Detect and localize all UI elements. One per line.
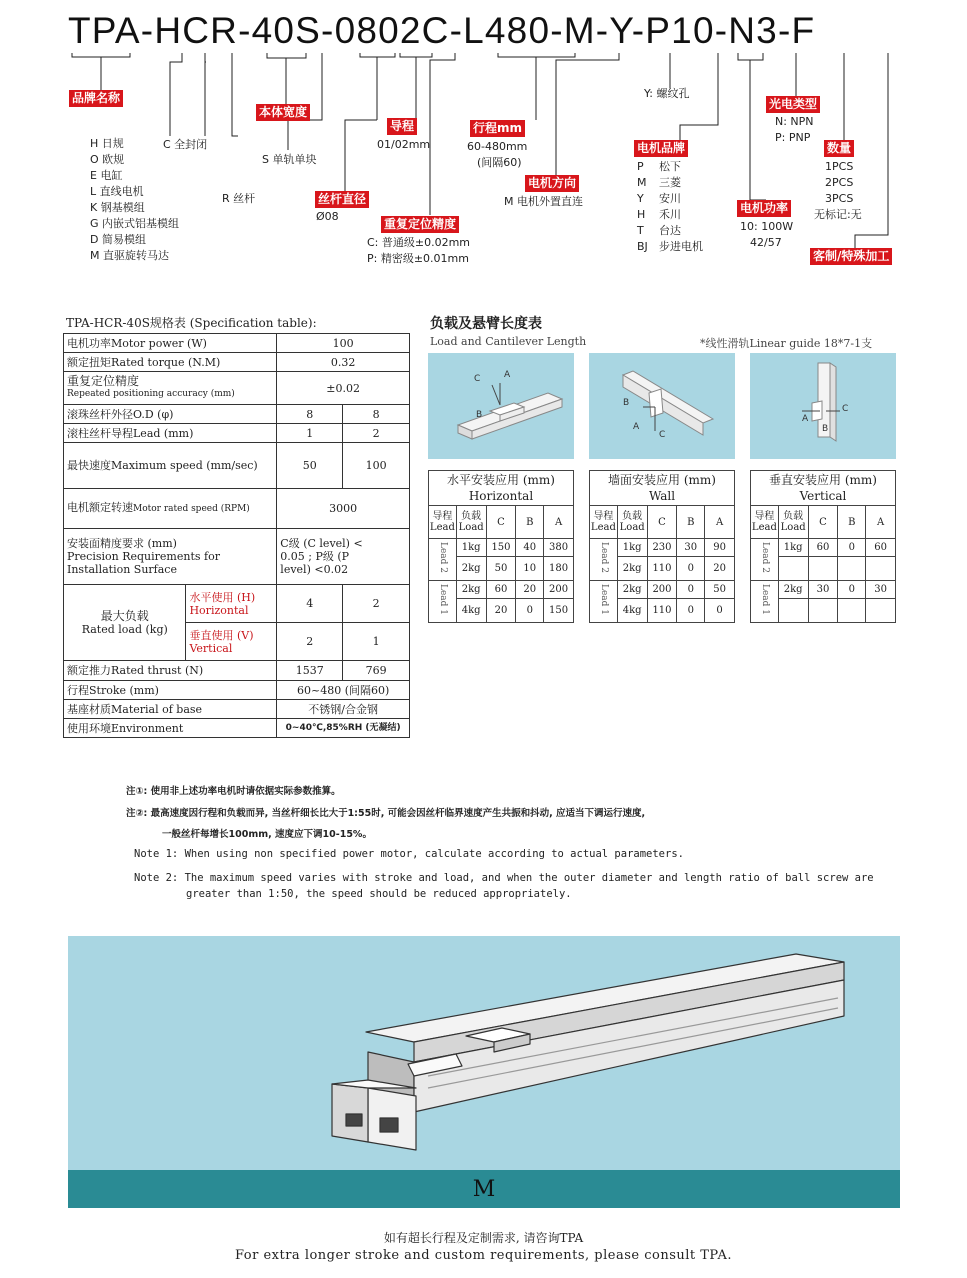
- note-2-en-cont: greater than 1:50, the speed should be reduced appropriately.: [186, 888, 572, 900]
- table-row: [590, 581, 735, 599]
- table-cell: 2kg: [617, 557, 647, 581]
- svg-text:B: B: [476, 410, 483, 420]
- motor-power-item: 42/57: [750, 236, 782, 249]
- column-header: C: [486, 506, 516, 539]
- table-cell: 1kg: [617, 539, 647, 557]
- table-cell: 20: [705, 557, 735, 581]
- column-header: 导程 Lead: [590, 506, 618, 539]
- table-cell: 200: [647, 581, 677, 599]
- repeatability-item: P: 精密级±0.01mm: [367, 252, 469, 265]
- table-row: 重复定位精度 Repeated positioning accuracy (mm) ±0.02: [64, 372, 410, 405]
- table-cell: 0: [677, 557, 705, 581]
- table-cell: 0: [677, 581, 705, 599]
- column-header: B: [838, 506, 866, 539]
- table-cell: [778, 557, 808, 581]
- tag-quantity: 数量: [824, 140, 854, 157]
- tag-custom: 客制/特殊加工: [810, 248, 892, 265]
- motor-brand-item: M 三菱: [637, 176, 681, 189]
- table-cell: [808, 557, 838, 581]
- table-cell: 2kg: [456, 557, 486, 581]
- load-table-title: 水平安装应用 (mm): [447, 473, 555, 487]
- lead-group-label: Lead 2: [598, 542, 609, 574]
- table-row: 额定扭矩Rated torque (N.M) 0.32: [64, 353, 410, 372]
- svg-text:A: A: [504, 370, 511, 380]
- table-row: 额定推力Rated thrust (N) 1537 769: [64, 661, 410, 681]
- table-row: [429, 539, 574, 557]
- table-cell: 1kg: [778, 539, 808, 557]
- table-cell: 2kg: [617, 581, 647, 599]
- footer-cn: 如有超长行程及定制需求, 请咨询TPA: [383, 1231, 584, 1245]
- stroke-list: [467, 139, 527, 171]
- table-row: 使用环境Environment 0~40℃,85%RH (无凝结): [64, 719, 410, 738]
- lead-group-label: Lead 1: [437, 584, 448, 616]
- lead-group-label: Lead 2: [437, 542, 448, 574]
- spec-table: [63, 333, 410, 738]
- table-cell: 60: [486, 581, 516, 599]
- lead-item: 01/02mm: [377, 138, 431, 151]
- load-table-title: 墙面安装应用 (mm): [608, 473, 716, 487]
- brand-item: H 日规: [90, 137, 124, 150]
- note-2-cn: 注②: 最高速度因行程和负载而异, 当丝杆细长比大于1:55时, 可能会因丝杆临界速度产生共振和抖动, 应适当下调运行速度,: [126, 808, 646, 819]
- svg-text:C: C: [842, 404, 849, 414]
- table-cell: 0: [516, 599, 544, 623]
- tag-stroke: 行程mm: [470, 120, 525, 137]
- svg-text:B: B: [623, 398, 630, 408]
- motor-power-item: 10: 100W: [740, 220, 794, 233]
- quantity-list: [814, 159, 862, 223]
- column-header: 负载 Load: [456, 506, 486, 539]
- table-cell: 4kg: [456, 599, 486, 623]
- table-cell: [838, 599, 866, 623]
- svg-text:A: A: [802, 414, 809, 424]
- motor-brand-item: P 松下: [637, 160, 681, 173]
- tag-motor-direction: 电机方向: [525, 175, 579, 192]
- table-row: [751, 581, 896, 599]
- wall-mount-diagram: [589, 353, 735, 459]
- brand-item: M 直驱旋转马达: [90, 249, 169, 262]
- tag-body-width: 本体宽度: [256, 104, 310, 121]
- column-header: 导程 Lead: [429, 506, 457, 539]
- product-module-illustration: [68, 936, 900, 1170]
- repeatability-list: [367, 235, 470, 267]
- screw-hole-item: Y: 螺纹孔: [644, 87, 690, 100]
- table-cell: [808, 599, 838, 623]
- brand-item: K 钢基模组: [90, 201, 145, 214]
- quantity-item: 2PCS: [825, 176, 854, 189]
- spec-table-title: TPA-HCR-40S规格表 (Specification table):: [66, 316, 317, 330]
- column-header: 导程 Lead: [751, 506, 779, 539]
- svg-text:A: A: [633, 422, 640, 432]
- note-1-cn: 注①: 使用非上述功率电机时请依据实际参数推算。: [126, 786, 341, 797]
- table-cell: 200: [544, 581, 574, 599]
- tag-repeatability: 重复定位精度: [381, 216, 459, 233]
- horizontal-mount-diagram: [428, 353, 574, 459]
- column-header: A: [544, 506, 574, 539]
- table-cell: 60: [866, 539, 896, 557]
- motor-brand-list: [637, 159, 703, 255]
- table-cell: 40: [516, 539, 544, 557]
- motor-power-list: [740, 219, 793, 251]
- screw-diameter-item: Ø08: [316, 210, 339, 223]
- brand-item: D 简易模组: [90, 233, 146, 246]
- footer-en: For extra longer stroke and custom requirements, please consult TPA.: [234, 1248, 733, 1263]
- column-header: 负载 Load: [778, 506, 808, 539]
- note-1-en: Note 1: When using non specified power motor, calculate according to actual parameters.: [134, 848, 684, 860]
- column-header: C: [647, 506, 677, 539]
- table-row: 安装面精度要求 (mm) Precision Requirements for Installation Surface C级 (C level) < 0.05 ; P级 (P level) <0.02: [64, 529, 410, 585]
- product-image-panel: [68, 936, 900, 1208]
- table-cell: [866, 557, 896, 581]
- tag-motor-power: 电机功率: [737, 200, 791, 217]
- table-cell: 50: [705, 581, 735, 599]
- table-cell: 50: [486, 557, 516, 581]
- lead-group-label: Lead 1: [598, 584, 609, 616]
- table-cell: 150: [544, 599, 574, 623]
- note-2-en: Note 2: The maximum speed varies with stroke and load, and when the outer diameter and length ratio of ball screw are: [134, 872, 874, 884]
- sealing-item: C 全封闭: [163, 138, 208, 151]
- column-header: A: [705, 506, 735, 539]
- table-cell: [778, 599, 808, 623]
- table-cell: [838, 557, 866, 581]
- stroke-item: 60-480mm: [467, 140, 528, 153]
- table-cell: 1kg: [456, 539, 486, 557]
- lead-group-label: Lead 1: [759, 584, 770, 616]
- motor-brand-item: BJ 步进电机: [637, 240, 703, 253]
- load-table-title: 垂直安装应用 (mm): [769, 473, 877, 487]
- quantity-item: 3PCS: [825, 192, 854, 205]
- column-header: A: [866, 506, 896, 539]
- table-cell: 180: [544, 557, 574, 581]
- table-row: 垂直使用 (V) Vertical 2 1: [64, 623, 410, 661]
- tag-screw-diameter: 丝杆直径: [315, 191, 369, 208]
- column-header: B: [677, 506, 705, 539]
- tag-brand: 品牌名称: [69, 90, 123, 107]
- lead-group-label: Lead 2: [759, 542, 770, 574]
- quantity-item: 无标记:无: [814, 208, 862, 221]
- table-cell: 2kg: [778, 581, 808, 599]
- table-cell: 0: [838, 539, 866, 557]
- stroke-item: (间隔60): [477, 156, 522, 169]
- note-2-cn-cont: 一般丝杆每增长100mm, 速度应下调10-15%。: [162, 829, 372, 840]
- table-cell: 90: [705, 539, 735, 557]
- table-row: 最快速度Maximum speed (mm/sec) 50 100: [64, 443, 410, 489]
- load-subtitle: Load and Cantilever Length: [430, 335, 587, 348]
- column-header: 负载 Load: [617, 506, 647, 539]
- table-row: 最大负载 Rated load (kg) 水平使用 (H) Horizontal 4 2: [64, 585, 410, 623]
- load-table-title-en: Wall: [648, 489, 676, 503]
- body-width-item: S 单轨单块: [262, 153, 317, 166]
- motor-brand-item: T 台达: [637, 224, 681, 237]
- vertical-load-grid: [750, 470, 896, 623]
- sensor-type-item: N: NPN: [775, 115, 814, 128]
- table-cell: [866, 599, 896, 623]
- rod-item: R 丝杆: [222, 192, 256, 205]
- motor-brand-item: Y 安川: [637, 192, 681, 205]
- table-cell: 4kg: [617, 599, 647, 623]
- brand-item: E 电缸: [90, 169, 123, 182]
- table-cell: 60: [808, 539, 838, 557]
- table-row: 基座材质Material of base 不锈钢/合金钢: [64, 700, 410, 719]
- table-row: 电机功率Motor power (W) 100: [64, 334, 410, 353]
- load-note: *线性滑轨Linear guide 18*7-1支: [700, 337, 873, 350]
- load-table-title-en: Horizontal: [468, 489, 534, 503]
- table-row: 电机额定转速Motor rated speed (RPM) 3000: [64, 489, 410, 529]
- table-cell: 380: [544, 539, 574, 557]
- repeatability-item: C: 普通级±0.02mm: [367, 236, 471, 249]
- table-cell: 110: [647, 599, 677, 623]
- vertical-mount-diagram: [750, 353, 896, 459]
- svg-text:C: C: [659, 430, 666, 440]
- table-cell: 10: [516, 557, 544, 581]
- tag-lead: 导程: [387, 118, 417, 135]
- svg-text:B: B: [822, 424, 829, 434]
- motor-direction-item: M 电机外置直连: [504, 195, 583, 208]
- load-table-title-en: Vertical: [799, 489, 847, 503]
- sensor-type-list: [775, 114, 814, 146]
- model-code: TPA-HCR-40S-0802C-L480-M-Y-P10-N3-F: [68, 10, 816, 51]
- wall-load-grid: [589, 470, 735, 623]
- table-cell: 150: [486, 539, 516, 557]
- brand-item: O 欧规: [90, 153, 125, 166]
- column-header: C: [808, 506, 838, 539]
- motor-brand-item: H 禾川: [637, 208, 681, 221]
- table-cell: 0: [677, 599, 705, 623]
- table-cell: 230: [647, 539, 677, 557]
- brand-item: L 直线电机: [90, 185, 144, 198]
- table-row: [590, 539, 735, 557]
- product-label: M: [472, 1177, 496, 1202]
- table-cell: 0: [705, 599, 735, 623]
- table-row: 滚珠丝杆外径O.D (φ) 8 8: [64, 405, 410, 424]
- svg-text:C: C: [474, 374, 481, 384]
- table-cell: 20: [486, 599, 516, 623]
- load-title: 负载及悬臂长度表: [430, 316, 542, 332]
- table-row: 滚柱丝杆导程Lead (mm) 1 2: [64, 424, 410, 443]
- table-cell: 110: [647, 557, 677, 581]
- table-row: [751, 539, 896, 557]
- brand-item: G 内嵌式铝基模组: [90, 217, 180, 230]
- table-cell: 0: [838, 581, 866, 599]
- table-cell: 30: [677, 539, 705, 557]
- table-cell: 20: [516, 581, 544, 599]
- brand-list: [90, 136, 179, 264]
- tag-sensor-type: 光电类型: [766, 96, 820, 113]
- quantity-item: 1PCS: [825, 160, 854, 173]
- table-row: 行程Stroke (mm) 60~480 (间隔60): [64, 681, 410, 700]
- table-row: [429, 581, 574, 599]
- table-cell: 30: [866, 581, 896, 599]
- sensor-type-item: P: PNP: [775, 131, 811, 144]
- tag-motor-brand: 电机品牌: [634, 140, 688, 157]
- column-header: B: [516, 506, 544, 539]
- table-cell: 2kg: [456, 581, 486, 599]
- table-cell: 30: [808, 581, 838, 599]
- horizontal-load-grid: [428, 470, 574, 623]
